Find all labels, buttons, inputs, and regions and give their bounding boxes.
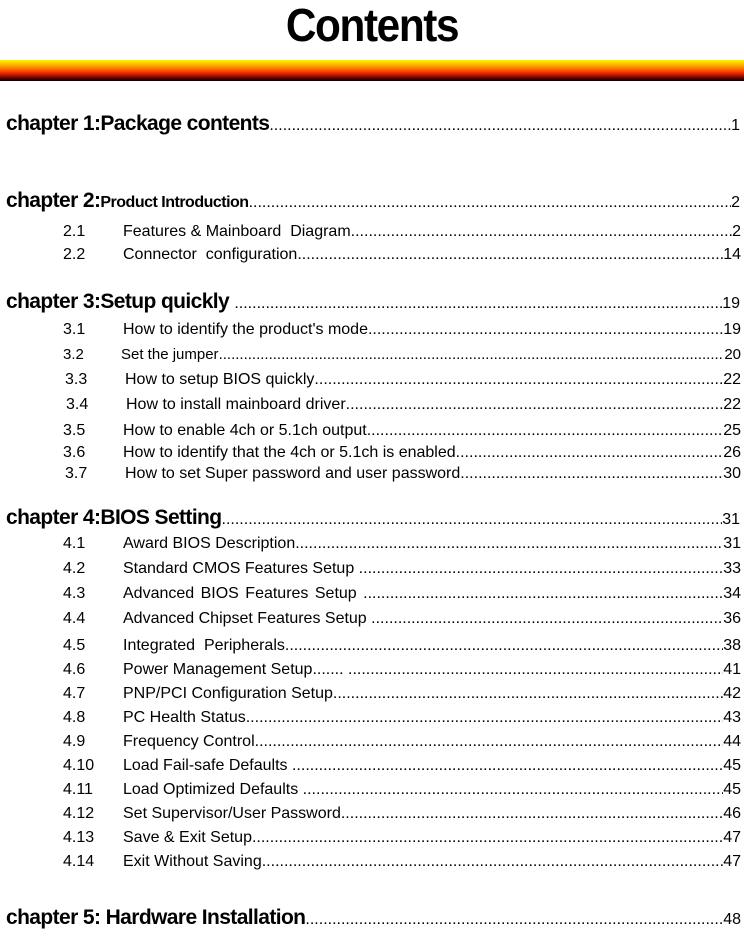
section-number: 4.10 xyxy=(63,757,95,774)
toc-chapter-2[interactable] xyxy=(6,189,740,213)
section-label: Power Management Setup....... xyxy=(123,661,349,678)
toc-section-3-7[interactable] xyxy=(65,465,741,483)
page-number: 41 xyxy=(723,661,741,678)
chapter-prefix: chapter 4: xyxy=(6,506,101,529)
section-number: 4.4 xyxy=(63,610,86,627)
section-number: 4.11 xyxy=(63,781,93,798)
page-number: 22 xyxy=(723,396,741,413)
dot-leader xyxy=(255,733,724,751)
page-number: 44 xyxy=(723,733,741,750)
dot-leader xyxy=(346,396,724,414)
section-label: Advanced Chipset Features Setup xyxy=(123,610,372,627)
chapter-title: Product Introduction xyxy=(100,194,249,211)
section-label: How to set Super password and user password xyxy=(125,465,461,482)
toc-section-4-4[interactable] xyxy=(63,610,741,628)
section-label: Advanced BIOS Features Setup xyxy=(123,585,364,602)
section-label: Set the jumper xyxy=(121,346,219,363)
dot-leader xyxy=(249,194,732,212)
dot-leader xyxy=(222,511,723,529)
page-number: 2 xyxy=(731,194,740,211)
dot-leader xyxy=(297,246,723,264)
dot-leader xyxy=(351,223,732,241)
section-label: Load Fail-safe Defaults xyxy=(123,757,292,774)
toc-section-4-11[interactable] xyxy=(63,781,741,799)
dot-leader xyxy=(363,585,723,603)
dot-leader xyxy=(269,117,731,135)
dot-leader xyxy=(314,371,723,389)
chapter-title: Setup quickly xyxy=(100,290,235,313)
chapter-prefix: chapter 2: xyxy=(6,189,101,212)
header-gradient-bar xyxy=(0,60,744,81)
page-number: 1 xyxy=(731,117,740,134)
toc-section-4-10[interactable] xyxy=(63,757,741,775)
section-label: Integrated Peripherals xyxy=(123,637,285,654)
page-number: 31 xyxy=(723,535,741,552)
dot-leader xyxy=(285,637,723,655)
toc-section-4-3[interactable] xyxy=(63,585,741,603)
section-number: 3.5 xyxy=(63,422,86,439)
section-number: 3.3 xyxy=(65,371,88,388)
section-label: PC Health Status xyxy=(123,709,246,726)
toc-section-4-6[interactable] xyxy=(63,661,741,679)
section-number: 3.1 xyxy=(63,321,86,338)
page-number: 33 xyxy=(723,560,741,577)
section-number: 3.4 xyxy=(66,396,89,413)
page-number: 19 xyxy=(722,295,740,312)
dot-leader xyxy=(359,560,724,578)
page-number: 25 xyxy=(723,422,741,439)
section-number: 4.12 xyxy=(63,805,95,822)
page-number: 38 xyxy=(723,637,741,654)
chapter-prefix: chapter 3: xyxy=(6,290,101,313)
toc-section-3-5[interactable] xyxy=(63,422,741,440)
dot-leader xyxy=(292,757,723,775)
page-number: 46 xyxy=(723,805,741,822)
section-number: 3.2 xyxy=(63,346,84,363)
dot-leader xyxy=(371,610,723,628)
section-label: Load Optimized Defaults xyxy=(123,781,303,798)
page-number: 36 xyxy=(723,610,741,627)
section-label: PNP/PCI Configuration Setup xyxy=(123,685,333,702)
toc-section-3-3[interactable] xyxy=(65,371,741,389)
dot-leader xyxy=(219,346,725,363)
section-label: How to enable 4ch or 5.1ch output xyxy=(123,422,367,439)
section-label: Save & Exit Setup xyxy=(123,829,252,846)
toc-section-4-8[interactable] xyxy=(63,709,741,727)
section-number: 3.7 xyxy=(65,465,88,482)
section-number: 4.9 xyxy=(63,733,86,750)
page-number: 42 xyxy=(723,685,741,702)
toc-chapter-4[interactable] xyxy=(6,506,740,530)
dot-leader xyxy=(303,781,724,799)
page-title: Contents xyxy=(285,0,459,51)
toc-section-2-1[interactable] xyxy=(63,223,741,241)
toc-section-3-1[interactable] xyxy=(63,321,741,339)
section-number: 4.13 xyxy=(63,829,95,846)
toc-section-4-5[interactable] xyxy=(63,637,741,655)
section-number: 4.3 xyxy=(63,585,86,602)
dot-leader xyxy=(305,911,723,929)
page-number: 34 xyxy=(723,585,741,602)
toc-section-4-2[interactable] xyxy=(63,560,741,578)
section-label: Frequency Control xyxy=(123,733,255,750)
dot-leader xyxy=(460,465,723,483)
page-number: 45 xyxy=(723,757,741,774)
section-number: 4.7 xyxy=(63,685,86,702)
section-number: 4.8 xyxy=(63,709,86,726)
page-number: 45 xyxy=(723,781,741,798)
section-number: 2.2 xyxy=(63,246,86,263)
chapter-title: Hardware Installation xyxy=(105,906,306,929)
dot-leader xyxy=(252,829,723,847)
section-number: 4.1 xyxy=(63,535,86,552)
toc-section-4-14[interactable] xyxy=(63,853,741,871)
section-label: How to identify that the 4ch or 5.1ch is enabled xyxy=(123,444,456,461)
page-number: 47 xyxy=(723,829,741,846)
page-number: 20 xyxy=(724,346,741,363)
section-number: 2.1 xyxy=(63,223,86,240)
page-number: 2 xyxy=(732,223,741,240)
dot-leader xyxy=(341,805,723,823)
toc-chapter-5[interactable] xyxy=(6,906,741,930)
dot-leader xyxy=(262,853,723,871)
page-number: 47 xyxy=(723,853,741,870)
toc-chapter-1[interactable] xyxy=(6,112,740,136)
section-label: Set Supervisor/User Password xyxy=(123,805,341,822)
chapter-prefix: chapter 1: xyxy=(6,112,101,135)
section-label: How to install mainboard driver xyxy=(126,396,346,413)
section-label: Connector configuration xyxy=(123,246,298,263)
section-number: 4.14 xyxy=(63,853,95,870)
section-label: How to identify the product's mode xyxy=(123,321,368,338)
section-label: Features & Mainboard Diagram xyxy=(123,223,351,240)
section-label: Exit Without Saving xyxy=(123,853,262,870)
section-number: 4.6 xyxy=(63,661,86,678)
toc-section-4-1[interactable] xyxy=(63,535,741,553)
section-label: Standard CMOS Features Setup xyxy=(123,560,359,577)
section-number: 3.6 xyxy=(63,444,86,461)
toc-section-3-2[interactable] xyxy=(63,346,741,363)
section-label: How to setup BIOS quickly xyxy=(125,371,315,388)
toc-chapter-3[interactable] xyxy=(6,290,740,314)
page-number: 22 xyxy=(723,371,741,388)
chapter-prefix: chapter 5: xyxy=(6,906,106,929)
page-number: 31 xyxy=(722,511,740,528)
toc-section-3-6[interactable] xyxy=(63,444,741,462)
dot-leader xyxy=(367,422,723,440)
toc-section-4-13[interactable] xyxy=(63,829,741,847)
dot-leader xyxy=(246,709,723,727)
page-number: 43 xyxy=(723,709,741,726)
toc-section-4-7[interactable] xyxy=(63,685,741,703)
toc-section-2-2[interactable] xyxy=(63,246,741,264)
dot-leader xyxy=(333,685,723,703)
page-number: 26 xyxy=(723,444,741,461)
chapter-title: Package contents xyxy=(100,112,270,135)
dot-leader xyxy=(456,444,724,462)
page-number: 30 xyxy=(723,465,741,482)
page-number: 48 xyxy=(723,911,741,928)
page-number: 14 xyxy=(723,246,741,263)
page-number: 19 xyxy=(723,321,741,338)
toc-section-3-4[interactable] xyxy=(66,396,741,414)
chapter-title: BIOS Setting xyxy=(100,506,222,529)
section-label: Award BIOS Description xyxy=(123,535,296,552)
section-number: 4.2 xyxy=(63,560,86,577)
toc-section-4-12[interactable] xyxy=(63,805,741,823)
dot-leader xyxy=(295,535,723,553)
toc-section-4-9[interactable] xyxy=(63,733,741,751)
dot-leader xyxy=(234,295,722,313)
section-number: 4.5 xyxy=(63,637,86,654)
dot-leader xyxy=(348,661,723,679)
dot-leader xyxy=(368,321,723,339)
